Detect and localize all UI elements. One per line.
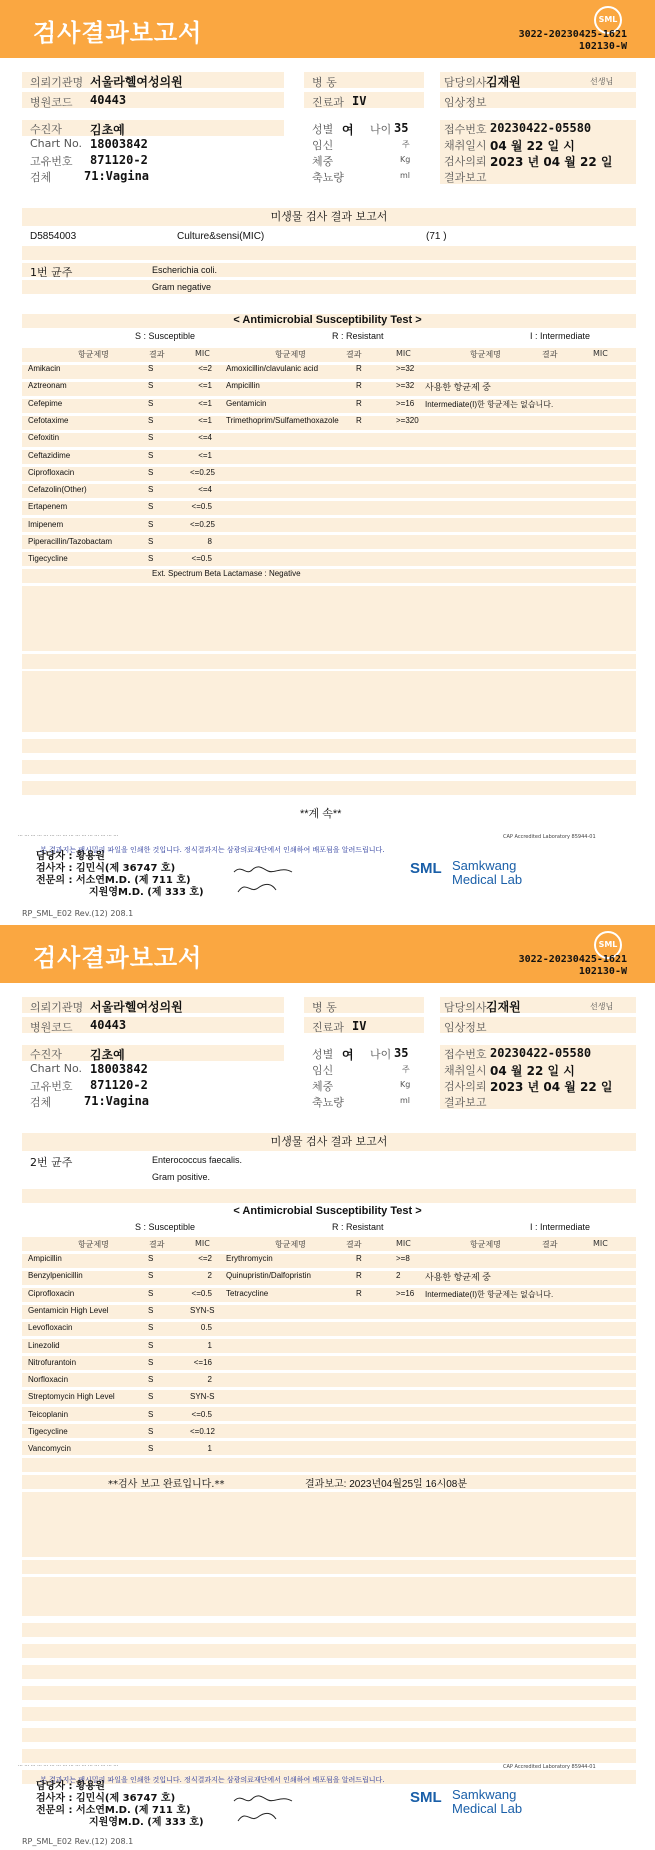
- drug-result: S: [148, 433, 154, 442]
- drug-result: R: [356, 399, 362, 408]
- patient-name: 김초예: [90, 1048, 125, 1062]
- esbl-result: Ext. Spectrum Beta Lactamase : Negative: [152, 569, 301, 578]
- preg-unit: 주: [402, 1065, 410, 1074]
- drug-mic: <=2: [198, 364, 212, 373]
- column-header: 항균제명: [78, 1240, 109, 1249]
- specimen-label: 검체: [30, 171, 52, 184]
- row-band: [22, 1686, 636, 1700]
- doctor-name: 김재원: [486, 75, 521, 89]
- id-label: 고유번호: [30, 1080, 73, 1093]
- drug-mic: <=1: [198, 381, 212, 390]
- id-label: 고유번호: [30, 155, 73, 168]
- form-code: RP_SML_E02 Rev.(12) 208.1: [22, 909, 134, 918]
- column-header: 결과: [149, 350, 165, 359]
- row-band: [22, 535, 636, 549]
- drug-mic: <=0.25: [190, 468, 215, 477]
- collect-label: 채취일시: [444, 139, 487, 152]
- drug-result: R: [356, 1271, 362, 1280]
- drug-mic: <=1: [198, 416, 212, 425]
- report-number: 3022-20230425-1621 102130-W: [518, 29, 627, 52]
- row-band: [22, 1189, 636, 1203]
- recv-no: 20230422-05580: [490, 121, 592, 135]
- drug-result: S: [148, 1427, 154, 1436]
- drug-result: S: [148, 416, 154, 425]
- chart-no: 18003842: [90, 1062, 148, 1076]
- column-header: 결과: [149, 1240, 165, 1249]
- chart-no: 18003842: [90, 137, 148, 151]
- drug-result: S: [148, 1375, 154, 1384]
- row-band: [22, 1623, 636, 1637]
- drug-mic: 2: [396, 1271, 401, 1280]
- report-complete: **검사 보고 완료입니다.**: [108, 1479, 225, 1490]
- sex: 여: [342, 123, 354, 137]
- drug-mic: <=1: [198, 399, 212, 408]
- section-title: 미생물 검사 결과 보고서: [22, 1133, 636, 1151]
- drug-result: R: [356, 1289, 362, 1298]
- drug-name: Benzylpenicillin: [28, 1271, 83, 1280]
- name-label: 수진자: [30, 123, 62, 136]
- drug-mic: <=0.5: [191, 502, 212, 511]
- recv-no: 20230422-05580: [490, 1046, 592, 1060]
- drug-mic: 2: [207, 1271, 212, 1280]
- id-no: 871120-2: [90, 153, 148, 167]
- row-band: [22, 450, 636, 464]
- drug-result: S: [148, 451, 154, 460]
- drug-name: Nitrofurantoin: [28, 1358, 77, 1367]
- row-band: [22, 501, 636, 515]
- column-header: 항균제명: [78, 350, 109, 359]
- drug-result: R: [356, 364, 362, 373]
- urine-unit: ml: [400, 1096, 411, 1105]
- drug-result: S: [148, 537, 154, 546]
- sml-mark: SML: [410, 1789, 442, 1806]
- chart-label: Chart No.: [30, 1062, 82, 1075]
- urine-unit: ml: [400, 171, 411, 180]
- signature-image: [232, 862, 302, 896]
- legend-r: R : Resistant: [332, 331, 384, 341]
- hospital-name: 서울라헬여성의원: [90, 1000, 183, 1014]
- req-date: 2023 년 04 월 22 일: [490, 155, 613, 169]
- column-header: 항균제명: [275, 1240, 306, 1249]
- age: 35: [394, 1046, 409, 1060]
- req-label: 검사의뢰: [444, 1080, 487, 1093]
- drug-name: Cefotaxime: [28, 416, 69, 425]
- drug-name: Amoxicillin/clavulanic acid: [226, 364, 319, 373]
- drug-result: S: [148, 364, 154, 373]
- sml-name: Samkwang Medical Lab: [452, 1787, 523, 1816]
- drug-mic: 1: [207, 1444, 212, 1453]
- row-band: [22, 1271, 636, 1285]
- column-header: 결과: [542, 350, 558, 359]
- column-header: 결과: [542, 1240, 558, 1249]
- note-line: 사용한 항균제 중: [425, 1272, 491, 1282]
- continued-text: **계 속**: [300, 808, 342, 820]
- age: 35: [394, 121, 409, 135]
- sex: 여: [342, 1048, 354, 1062]
- row-band: [22, 1644, 636, 1658]
- column-header: MIC: [396, 1239, 411, 1248]
- column-header: 결과: [346, 1240, 362, 1249]
- ward-label: 병 동: [312, 76, 337, 89]
- drug-name: Tigecycline: [28, 1427, 68, 1436]
- hospital-name: 서울라헬여성의원: [90, 75, 183, 89]
- drug-result: S: [148, 520, 154, 529]
- row-band: [22, 1665, 636, 1679]
- drug-name: Ciprofloxacin: [28, 1289, 75, 1298]
- drug-name: Vancomycin: [28, 1444, 71, 1453]
- dept: IV: [352, 94, 367, 108]
- preg-label: 임신: [312, 1064, 334, 1077]
- fax-notice: 본 결과지는 팩시밀리 파일을 인쇄한 것입니다. 정식결과지는 삼광의료재단에서 인쇄하여 배포됨을 알려드립니다.: [40, 846, 385, 854]
- row-band: [22, 1305, 636, 1319]
- drug-result: S: [148, 381, 154, 390]
- sml-mark: SML: [410, 860, 442, 877]
- fine-print: ··· ··· ··· ··· ··· ··· ··· ··· ··· ··· ··· ··· ··· ··· ··· ···: [18, 833, 119, 839]
- sml-name: Samkwang Medical Lab: [452, 858, 523, 887]
- hospital-label: 의뢰기관명: [30, 76, 84, 89]
- preg-unit: 주: [402, 140, 410, 149]
- collect-time: 04 월 22 일 시: [490, 139, 575, 153]
- collect-time: 04 월 22 일 시: [490, 1064, 575, 1078]
- legend-i: I : Intermediate: [530, 1222, 591, 1232]
- doctor-suffix: 선생님: [590, 1002, 614, 1011]
- drug-mic: 8: [207, 537, 212, 546]
- row-band: [22, 1497, 636, 1511]
- row-band: [22, 433, 636, 447]
- row-band: [22, 1424, 636, 1438]
- row-band: [22, 1749, 636, 1763]
- drug-mic: >=32: [396, 381, 415, 390]
- drug-result: S: [148, 1254, 154, 1263]
- req-date: 2023 년 04 월 22 일: [490, 1080, 613, 1094]
- ast-title: < Antimicrobial Susceptibility Test >: [233, 314, 422, 326]
- row-band: [22, 1728, 636, 1742]
- row-band: [22, 1581, 636, 1595]
- organism: Escherichia coli.: [152, 265, 218, 275]
- sml-logo-icon: SML: [594, 931, 622, 959]
- row-band: [22, 1458, 636, 1472]
- drug-name: Erythromycin: [226, 1254, 273, 1263]
- row-band: [22, 569, 636, 583]
- drug-result: R: [356, 416, 362, 425]
- column-header: MIC: [593, 1239, 608, 1248]
- drug-name: Gentamicin: [226, 399, 267, 408]
- patient-name: 김초예: [90, 123, 125, 137]
- drug-result: S: [148, 468, 154, 477]
- drug-name: Ertapenem: [28, 502, 68, 511]
- report-label: 결과보고: [444, 171, 487, 184]
- column-header: MIC: [195, 349, 210, 358]
- doctor-label: 담당의사: [444, 76, 487, 89]
- form-code: RP_SML_E02 Rev.(12) 208.1: [22, 1837, 134, 1846]
- row-band: [22, 246, 636, 260]
- fax-notice: 본 결과지는 팩시밀리 파일을 인쇄한 것입니다. 정식결과지는 삼광의료재단에서 인쇄하여 배포됨을 알려드립니다.: [40, 1776, 385, 1784]
- row-band: [22, 634, 636, 648]
- doctor-label: 담당의사: [444, 1001, 487, 1014]
- row-band: [22, 1322, 636, 1336]
- ward-label: 병 동: [312, 1001, 337, 1014]
- drug-result: R: [356, 381, 362, 390]
- recv-label: 접수번호: [444, 1048, 487, 1061]
- hcode-label: 병원코드: [30, 1021, 73, 1034]
- drug-name: Teicoplanin: [28, 1410, 69, 1419]
- drug-mic: <=16: [193, 1358, 212, 1367]
- fine-print: ··· ··· ··· ··· ··· ··· ··· ··· ··· ··· ··· ··· ··· ··· ··· ···: [18, 1763, 119, 1769]
- drug-mic: <=0.5: [191, 1289, 212, 1298]
- clinical-label: 임상정보: [444, 96, 487, 109]
- drug-name: Ceftazidime: [28, 451, 71, 460]
- row-band: [22, 760, 636, 774]
- drug-mic: <=0.12: [190, 1427, 215, 1436]
- drug-name: Piperacillin/Tazobactam: [28, 537, 113, 546]
- doctor-suffix: 선생님: [590, 77, 614, 86]
- drug-result: S: [148, 1289, 154, 1298]
- row-band: [22, 518, 636, 532]
- specimen-label: 검체: [30, 1096, 52, 1109]
- hcode-label: 병원코드: [30, 96, 73, 109]
- row-band: [22, 1707, 636, 1721]
- cap-text: CAP Accredited Laboratory 85944-01: [503, 834, 596, 840]
- age-label: 나이: [370, 123, 392, 136]
- row-band: [22, 467, 636, 481]
- drug-result: S: [148, 1410, 154, 1419]
- chart-label: Chart No.: [30, 137, 82, 150]
- row-band: [22, 280, 636, 294]
- column-header: 결과: [346, 350, 362, 359]
- row-band: [22, 655, 636, 669]
- row-band: [22, 552, 636, 566]
- report-title: 검사결과보고서: [33, 19, 203, 47]
- column-header: MIC: [396, 349, 411, 358]
- drug-result: S: [148, 1271, 154, 1280]
- column-header: 항균제명: [470, 350, 501, 359]
- id-no: 871120-2: [90, 1078, 148, 1092]
- drug-name: Cefazolin(Other): [28, 485, 87, 494]
- legend-s: S : Susceptible: [135, 1222, 196, 1232]
- report-title: 검사결과보고서: [33, 944, 203, 972]
- drug-name: Imipenem: [28, 520, 64, 529]
- row-band: [22, 1254, 636, 1268]
- signature-image: [232, 1791, 302, 1825]
- drug-result: S: [148, 1306, 154, 1315]
- row-band: [22, 1518, 636, 1532]
- column-header: MIC: [593, 349, 608, 358]
- req-label: 검사의뢰: [444, 155, 487, 168]
- section-title: 미생물 검사 결과 보고서: [22, 208, 636, 226]
- drug-result: S: [148, 554, 154, 563]
- drug-name: Levofloxacin: [28, 1323, 73, 1332]
- preg-label: 임신: [312, 139, 334, 152]
- drug-name: Amikacin: [28, 364, 61, 373]
- test-code: D5854003: [30, 231, 77, 242]
- hcode: 40443: [90, 1018, 127, 1032]
- ast-title: < Antimicrobial Susceptibility Test >: [233, 1205, 422, 1217]
- drug-result: S: [148, 1358, 154, 1367]
- drug-name: Ciprofloxacin: [28, 468, 75, 477]
- weight-label: 체중: [312, 155, 334, 168]
- drug-mic: 1: [207, 1341, 212, 1350]
- row-band: [22, 676, 636, 690]
- clinical-label: 임상정보: [444, 1021, 487, 1034]
- dept: IV: [352, 1019, 367, 1033]
- isolate-label: 2번 균주: [30, 1156, 73, 1169]
- drug-mic: <=2: [198, 1254, 212, 1263]
- report-label: 결과보고: [444, 1096, 487, 1109]
- drug-name: Cefepime: [28, 399, 63, 408]
- note-line: Intermediate(I)한 항균제는 없습니다.: [425, 1290, 554, 1299]
- drug-mic: <=0.5: [191, 554, 212, 563]
- drug-mic: SYN-S: [190, 1392, 215, 1401]
- weight-label: 체중: [312, 1080, 334, 1093]
- name-label: 수진자: [30, 1048, 62, 1061]
- drug-mic: >=16: [396, 399, 415, 408]
- signatures: 담당자 : 황용원 검사자 : 김민식(제 36747 호) 전문의 : 서소연M.D. (제 711 호) 지원영M.D. (제 333 호): [36, 851, 204, 898]
- drug-name: Quinupristin/Dalfopristin: [226, 1271, 311, 1280]
- drug-result: S: [148, 485, 154, 494]
- legend-r: R : Resistant: [332, 1222, 384, 1232]
- drug-name: Ampicillin: [226, 381, 260, 390]
- drug-mic: <=4: [198, 485, 212, 494]
- sml-logo-icon: SML: [594, 6, 622, 34]
- drug-result: S: [148, 1444, 154, 1453]
- row-band: [22, 382, 636, 396]
- drug-result: S: [148, 1392, 154, 1401]
- drug-result: R: [356, 1254, 362, 1263]
- row-band: [22, 1441, 636, 1455]
- urine-label: 축뇨량: [312, 1096, 344, 1109]
- collect-label: 채취일시: [444, 1064, 487, 1077]
- column-header: MIC: [195, 1239, 210, 1248]
- drug-name: Tetracycline: [226, 1289, 269, 1298]
- column-header: 항균제명: [275, 350, 306, 359]
- drug-mic: <=4: [198, 433, 212, 442]
- legend-i: I : Intermediate: [530, 331, 591, 341]
- note-line: 사용한 항균제 중: [425, 382, 491, 392]
- row-band: [22, 697, 636, 711]
- gram-stain: Gram positive.: [152, 1172, 211, 1182]
- row-band: [22, 739, 636, 753]
- row-band: [22, 592, 636, 606]
- signatures: 담당자 : 황용원 검사자 : 김민식(제 36747 호) 전문의 : 서소연M.D. (제 711 호) 지원영M.D. (제 333 호): [36, 1781, 204, 1828]
- drug-name: Trimethoprim/Sulfamethoxazole: [226, 416, 339, 425]
- drug-mic: <=0.25: [190, 520, 215, 529]
- row-band: [22, 1356, 636, 1370]
- drug-mic: >=16: [396, 1289, 415, 1298]
- row-band: [22, 1373, 636, 1387]
- test-num: (71 ): [426, 231, 447, 242]
- row-band: [22, 1560, 636, 1574]
- row-band: [22, 365, 636, 379]
- drug-mic: SYN-S: [190, 1306, 215, 1315]
- row-band: [22, 1539, 636, 1553]
- report-number: 3022-20230425-1621 102130-W: [518, 954, 627, 977]
- drug-name: Aztreonam: [28, 381, 67, 390]
- drug-mic: 2: [207, 1375, 212, 1384]
- hospital-label: 의뢰기관명: [30, 1001, 84, 1014]
- drug-mic: >=8: [396, 1254, 410, 1263]
- drug-mic: >=32: [396, 364, 415, 373]
- row-band: [22, 613, 636, 627]
- report-page-2: [0, 925, 655, 1850]
- drug-mic: >=320: [396, 416, 419, 425]
- drug-name: Norfloxacin: [28, 1375, 69, 1384]
- isolate-label: 1번 균주: [30, 266, 73, 279]
- specimen: 71:Vagina: [84, 1094, 150, 1108]
- row-band: [22, 1602, 636, 1616]
- sex-label: 성별: [312, 123, 334, 136]
- drug-mic: 0.5: [200, 1323, 212, 1332]
- row-band: [22, 1407, 636, 1421]
- weight-unit: Kg: [400, 1080, 411, 1089]
- weight-unit: Kg: [400, 155, 411, 164]
- drug-result: S: [148, 1323, 154, 1332]
- age-label: 나이: [370, 1048, 392, 1061]
- urine-label: 축뇨량: [312, 171, 344, 184]
- row-band: [22, 781, 636, 795]
- dept-label: 진료과: [312, 96, 344, 109]
- note-line: Intermediate(I)한 항균제는 없습니다.: [425, 400, 554, 409]
- drug-result: S: [148, 1341, 154, 1350]
- drug-mic: <=0.5: [191, 1410, 212, 1419]
- drug-mic: <=1: [198, 451, 212, 460]
- report-time: 결과보고: 2023년04월25일 16시08분: [305, 1479, 468, 1490]
- drug-result: S: [148, 399, 154, 408]
- gram-stain: Gram negative: [152, 282, 212, 292]
- drug-name: Gentamicin High Level: [28, 1306, 109, 1315]
- row-band: [22, 263, 636, 277]
- test-name: Culture&sensi(MIC): [177, 231, 265, 242]
- drug-name: Ampicillin: [28, 1254, 62, 1263]
- row-band: [22, 718, 636, 732]
- drug-name: Linezolid: [28, 1341, 60, 1350]
- specimen: 71:Vagina: [84, 169, 150, 183]
- row-band: [22, 484, 636, 498]
- cap-text: CAP Accredited Laboratory 85944-01: [503, 1764, 596, 1770]
- drug-name: Tigecycline: [28, 554, 68, 563]
- column-header: 항균제명: [470, 1240, 501, 1249]
- sex-label: 성별: [312, 1048, 334, 1061]
- doctor-name: 김재원: [486, 1000, 521, 1014]
- dept-label: 진료과: [312, 1021, 344, 1034]
- legend-s: S : Susceptible: [135, 331, 196, 341]
- organism: Enterococcus faecalis.: [152, 1155, 243, 1165]
- recv-label: 접수번호: [444, 123, 487, 136]
- drug-name: Streptomycin High Level: [28, 1392, 115, 1401]
- row-band: [22, 1339, 636, 1353]
- drug-result: S: [148, 502, 154, 511]
- drug-name: Cefoxitin: [28, 433, 60, 442]
- hcode: 40443: [90, 93, 127, 107]
